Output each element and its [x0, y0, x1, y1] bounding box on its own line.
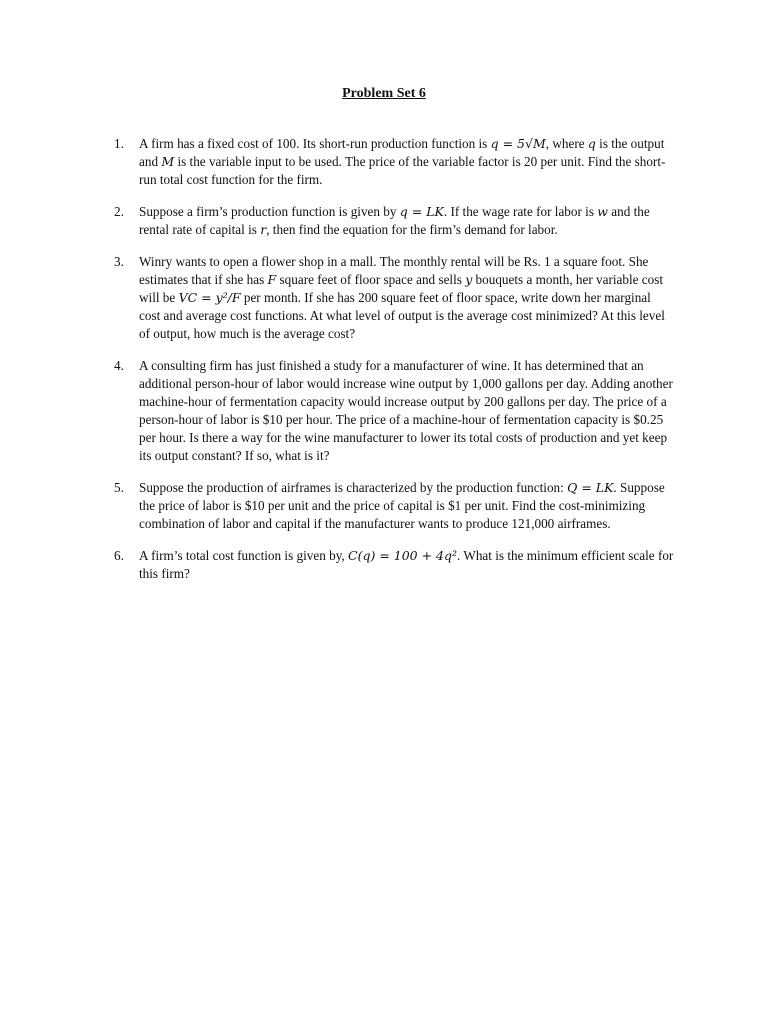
problem-number: 1. — [114, 136, 124, 151]
problem-text-segment: and the rental rate of capital is — [139, 204, 650, 237]
problem-item — [114, 357, 674, 465]
problem-number: 6. — [114, 548, 124, 563]
math-expression: F — [267, 272, 277, 287]
problem-text-segment: A firm has a fixed cost of 100. Its short-run production function is — [139, 136, 491, 151]
math-expression: q = LK — [399, 204, 444, 219]
problem-text — [139, 479, 674, 533]
problem-item — [114, 253, 674, 343]
problem-text-segment: Suppose a firm’s production function is given by — [139, 204, 400, 219]
problem-text-segment: Winry wants to open a flower shop in a mall. The monthly rental will be Rs. 1 a square foot. She estimates that if she has — [139, 254, 649, 287]
problem-text-segment: , where — [545, 136, 588, 151]
problem-text-segment: A firm’s total cost function is given by, — [139, 548, 349, 563]
math-expression: Q = LK — [567, 480, 614, 495]
problem-item — [114, 479, 674, 533]
math-expression: y — [465, 272, 473, 287]
problem-text-segment: A consulting firm has just finished a study for a manufacturer of wine. It has determined that an additional person-hour of labor would increase wine output by 1,000 gallons per day. Adding another machine-hour of fermentation capacity would increase output by 200 gallons per day. The price of a person-hour of labor is $10 per hour. The price of a machine-hour of fermentation capacity is $0.25 per hour. Is there a way for the wine manufacturer to lower its total costs of production and yet keep its output constant? If so, what is it? — [139, 358, 673, 463]
page-title: Problem Set 6 — [342, 86, 426, 101]
math-expression: q = 5√M — [490, 136, 546, 151]
math-expression: C(q) = 100 + 4q² — [348, 548, 458, 563]
problem-list — [114, 135, 674, 597]
problem-text-segment: . If the wage rate for labor is — [443, 204, 598, 219]
problem-text-segment: bouquets a month, her variable cost will be — [139, 272, 664, 305]
problem-text-segment: is the output and — [139, 136, 665, 169]
math-expression: M — [161, 154, 175, 169]
problem-text-segment: Suppose the production of airframes is characterized by the production function: — [139, 480, 568, 495]
problem-number: 5. — [114, 480, 124, 495]
math-expression: VC = y²/F — [178, 290, 241, 305]
math-expression: w — [597, 204, 608, 219]
problem-text-segment: . Suppose the price of labor is $10 per unit and the price of capital is $1 per unit. Find the cost-minimizing combination of labor and capital if the manufacturer wants to produce 121,000 airframes. — [139, 480, 665, 531]
math-expression: r — [260, 222, 267, 237]
problem-text — [139, 203, 674, 239]
problem-text-segment: is the variable input to be used. The price of the variable factor is 20 per unit. Find the short-run total cost function for the firm. — [139, 154, 666, 187]
problem-item — [114, 203, 674, 239]
problem-text — [139, 357, 674, 465]
problem-text — [139, 253, 674, 343]
problem-number: 3. — [114, 254, 124, 269]
problem-item — [114, 547, 674, 583]
math-expression: q — [587, 136, 596, 151]
problem-text — [139, 135, 674, 189]
problem-number: 4. — [114, 358, 124, 373]
problem-text-segment: . What is the minimum efficient scale for this firm? — [139, 548, 674, 581]
problem-text — [139, 547, 674, 583]
problem-number: 2. — [114, 204, 124, 219]
problem-text-segment: , then find the equation for the firm’s demand for labor. — [266, 222, 558, 237]
problem-item — [114, 135, 674, 189]
problem-text-segment: square feet of floor space and sells — [276, 272, 466, 287]
problem-text-segment: per month. If she has 200 square feet of floor space, write down her marginal cost and average cost functions. At what level of output is the average cost minimized? At this level of output, how much is the average cost? — [139, 290, 665, 341]
